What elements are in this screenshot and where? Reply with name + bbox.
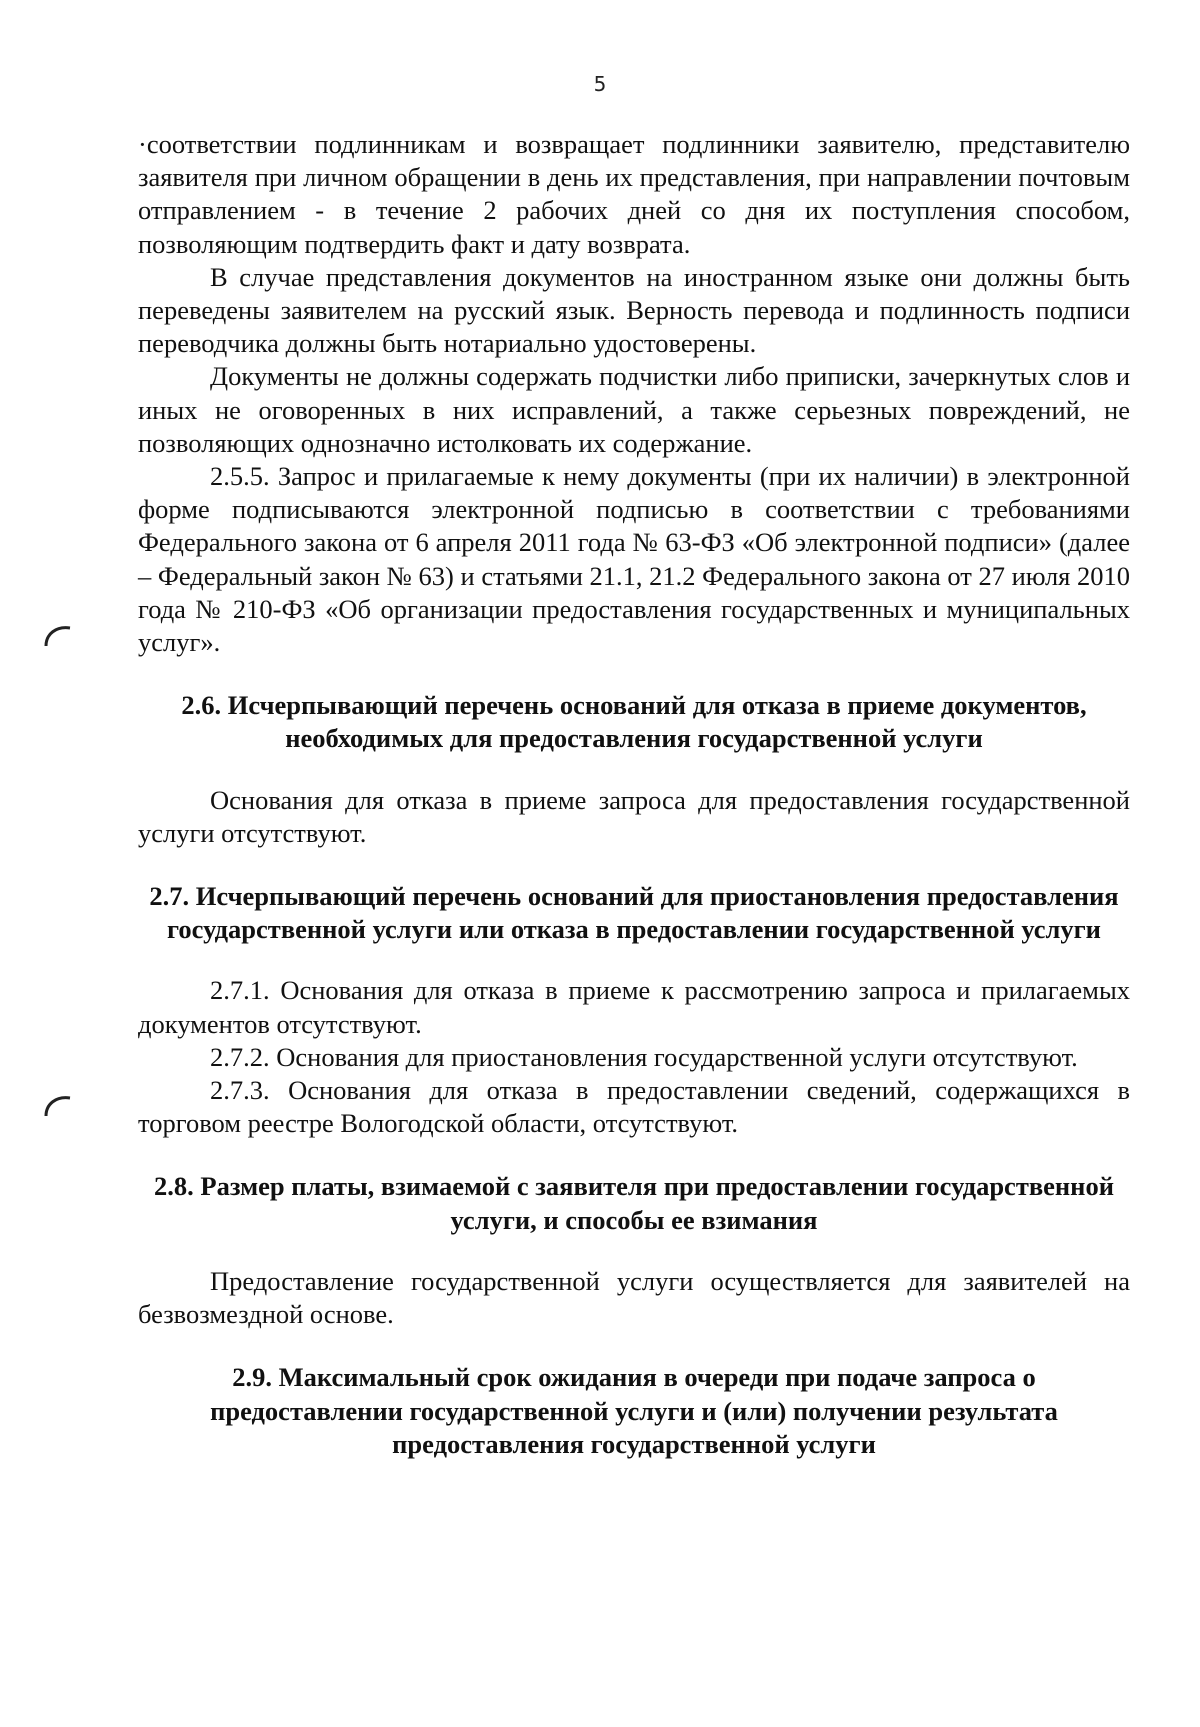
paragraph: В случае представления документов на иностранном языке они должны быть переведены заявителем на русский язык. Верность перевода и подлинность подписи переводчика должны быть нотариально удостоверены. — [138, 261, 1130, 359]
paragraph: Документы не должны содержать подчистки либо приписки, зачеркнутых слов и иных не оговоренных в них исправлений, а также серьезных повреждений, не позволяющих однозначно истолковать их содержание. — [138, 361, 1130, 458]
section-heading-2-8: 2.8. Размер платы, взимаемой с заявителя при предоставлении государственной услуги, и способы ее взимания — [154, 1171, 1114, 1235]
paragraph: 2.7.1. Основания для отказа в приеме к рассмотрению запроса и прилагаемых документов отсутствуют. — [138, 975, 1130, 1039]
punch-hole-mark-icon — [42, 622, 72, 652]
punch-hole-mark-icon — [42, 1092, 72, 1122]
paragraph: Предоставление государственной услуги осуществляется для заявителей на безвозмездной основе. — [138, 1265, 1130, 1330]
section-heading-2-6: 2.6. Исчерпывающий перечень оснований для отказа в приеме документов, необходимых для предоставления государственной услуги — [181, 690, 1087, 754]
paragraph: Основания для отказа в приеме запроса для предоставления государственной услуги отсутствуют. — [138, 784, 1130, 848]
page-number: 5 — [593, 72, 607, 96]
paragraph: 2.7.3. Основания для отказа в предоставлении сведений, содержащихся в торговом реестре Вологодской области, отсутствуют. — [138, 1075, 1130, 1139]
paragraph: 2.5.5. Запрос и прилагаемые к нему документы (при их наличии) в электронной форме подписываются электронной подписью в соответствии с требованиями Федерального закона от 6 апреля 2011 года № 63-ФЗ «Об электронной подписи» (далее – Федеральный закон № 63) и статьями 21.1, 21.2 Федерального закона от 27 июля 2010 года № 210-ФЗ «Об организации предоставления государственных и муниципальных услуг». — [138, 461, 1130, 658]
paragraph: 2.7.2. Основания для приостановления государственной услуги отсутствуют. — [210, 1041, 1078, 1072]
paragraph: ·соответствии подлинникам и возвращает подлинники заявителю, представителю заявителя при личном обращении в день их представления, при направлении почтовым отправлением - в течение 2 рабочих дней со дня их поступления способом, позволяющим подтвердить факт и дату возврата. — [138, 129, 1130, 259]
section-heading-2-7: 2.7. Исчерпывающий перечень оснований для приостановления предоставления государственной услуги или отказа в предоставлении государственной услуги — [149, 881, 1119, 945]
section-heading-2-9: 2.9. Максимальный срок ожидания в очереди при подаче запроса о предоставлении государственной услуги и (или) получении результата предоставления государственной услуги — [210, 1362, 1058, 1459]
document-body — [138, 128, 1130, 1461]
